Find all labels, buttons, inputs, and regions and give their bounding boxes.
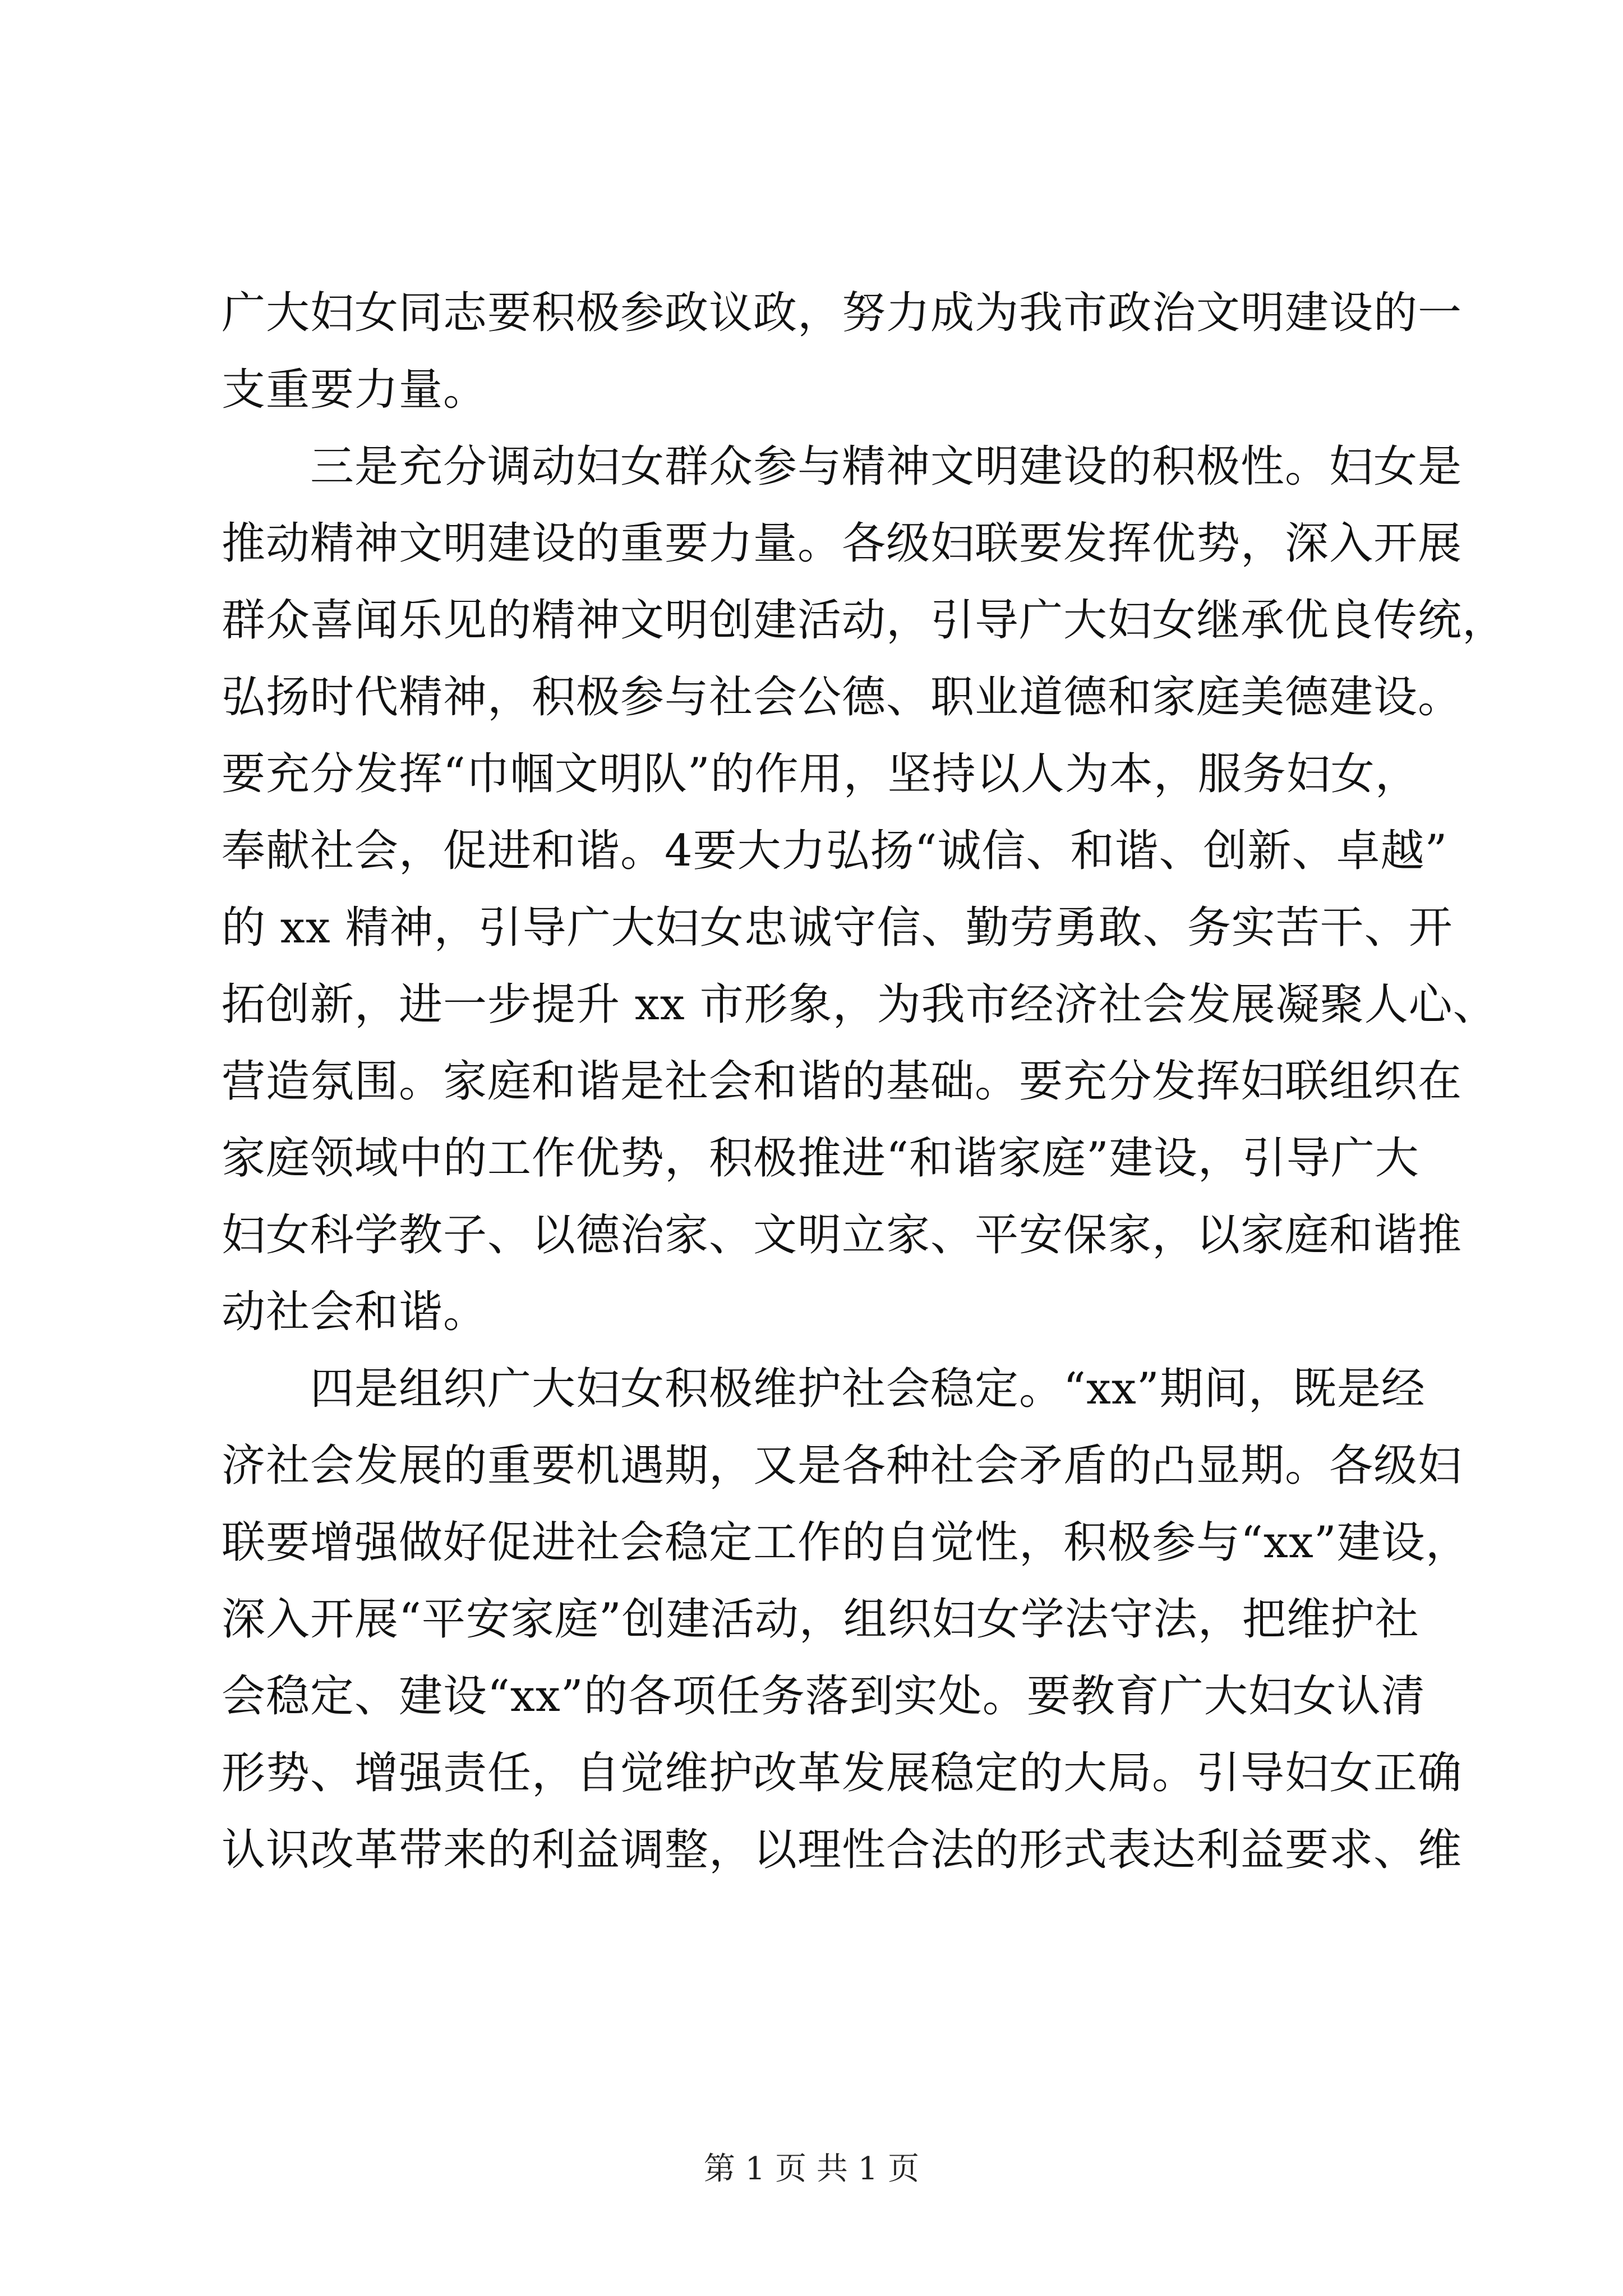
text-line: 家庭领域中的工作优势，积极推进“和谐家庭”建设，引导广大 [222,1133,1419,1184]
page-footer: 第 1 页 共 1 页 [703,2151,920,2187]
text-line: 妇女科学教子、以德治家、文明立家、平安保家，以家庭和谐推 [222,1210,1463,1260]
text-line: 四是组织广大妇女积极维护社会稳定。“xx”期间，既是经 [310,1364,1426,1414]
text-line: 深入开展“平安家庭”创建活动，组织妇女学法守法，把维护社 [222,1594,1419,1645]
text-line: 群众喜闻乐见的精神文明创建活动，引导广大妇女继承优良传统， [222,595,1507,646]
text-line: 广大妇女同志要积极参政议政，努力成为我市政治文明建设的一 [222,288,1463,338]
text-line: 联要增强做好促进社会稳定工作的自觉性，积极参与“xx”建设， [222,1517,1470,1568]
text-line: 认识改革带来的利益调整，以理性合法的形式表达利益要求、维 [222,1825,1463,1875]
text-line: 弘扬时代精神，积极参与社会公德、职业道德和家庭美德建设。 [222,672,1463,723]
text-line: 支重要力量。 [222,365,488,415]
text-line: 形势、增强责任，自觉维护改革发展稳定的大局。引导妇女正确 [222,1748,1463,1798]
text-line: 的 xx 精神，引导广大妇女忠诚守信、勤劳勇敢、务实苦干、开 [222,903,1453,953]
text-line: 奉献社会，促进和谐。4要大力弘扬“诚信、和谐、创新、卓越” [222,826,1448,876]
text-line: 营造氛围。家庭和谐是社会和谐的基础。要充分发挥妇联组织在 [222,1056,1463,1107]
text-line: 会稳定、建设“xx”的各项任务落到实处。要教育广大妇女认清 [222,1671,1426,1722]
text-line: 要充分发挥“巾帼文明队”的作用，坚持以人为本，服务妇女， [222,749,1419,799]
text-line: 拓创新，进一步提升 xx 市形象，为我市经济社会发展凝聚人心、 [222,979,1497,1030]
body-text [222,275,1507,1889]
text-line: 济社会发展的重要机遇期，又是各种社会矛盾的凸显期。各级妇 [222,1441,1463,1491]
text-line: 动社会和谐。 [222,1287,488,1337]
text-line: 推动精神文明建设的重要力量。各级妇联要发挥优势，深入开展 [222,518,1463,569]
text-line: 三是充分调动妇女群众参与精神文明建设的积极性。妇女是 [310,441,1463,492]
